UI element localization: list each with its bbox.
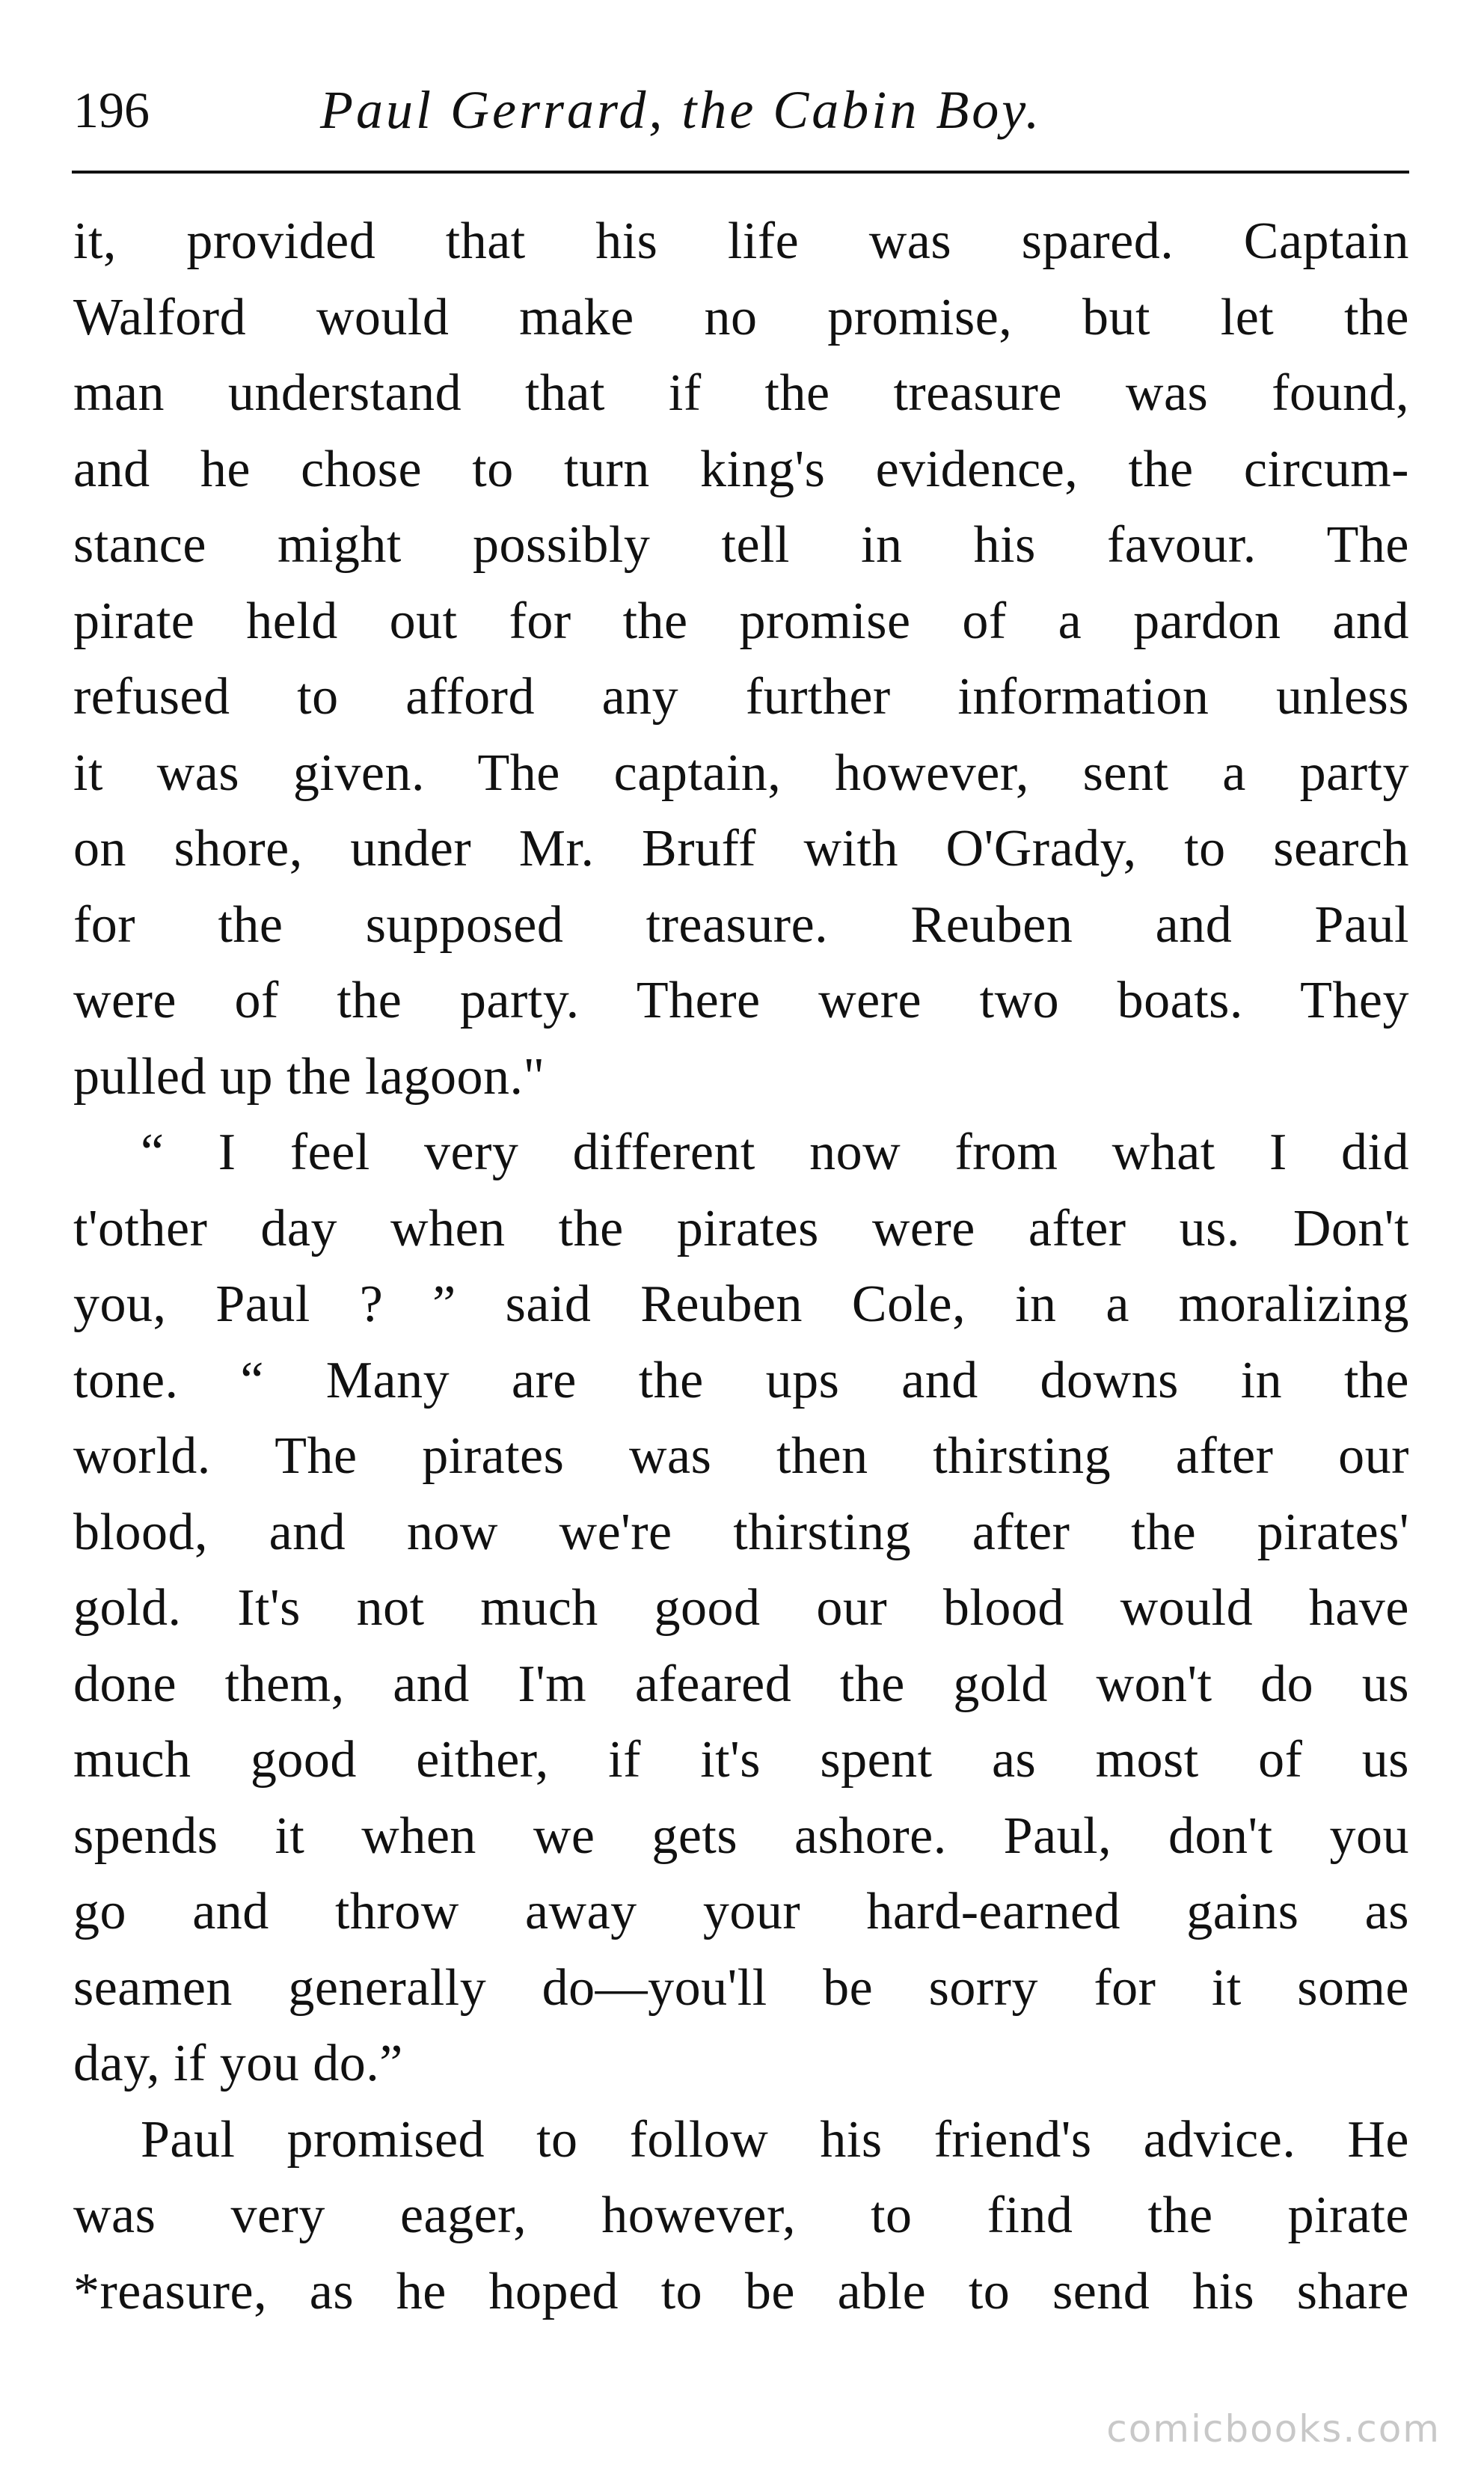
text-line: *reasure, as he hoped to be able to send his share: [73, 2262, 1409, 2320]
text-line: pulled up the lagoon.": [73, 1047, 545, 1106]
text-line: day, if you do.”: [73, 2035, 403, 2092]
page-number: 196: [73, 82, 150, 138]
text-line: on shore, under Mr. Bruff with O'Grady, to search: [73, 820, 1409, 877]
body-text: [73, 203, 1409, 2329]
header-rule: [72, 171, 1409, 174]
text-line: you, Paul ? ” said Reuben Cole, in a moralizing: [73, 1275, 1409, 1333]
text-line: much good either, if it's spent as most of us: [73, 1731, 1409, 1789]
text-line: “ I feel very different now from what I did: [141, 1124, 1409, 1181]
text-line: it was given. The captain, however, sent a party: [73, 744, 1409, 802]
text-line: world. The pirates was then thirsting after our: [73, 1427, 1409, 1485]
text-line: tone. “ Many are the ups and downs in the: [73, 1351, 1409, 1409]
text-line: refused to afford any further information unless: [73, 668, 1409, 726]
text-line: it, provided that his life was spared. Captain: [73, 212, 1409, 270]
text-line: go and throw away your hard-earned gains as: [73, 1883, 1409, 1940]
page-header: [73, 69, 1270, 151]
text-line: for the supposed treasure. Reuben and Paul: [73, 895, 1409, 954]
text-line: man understand that if the treasure was found,: [73, 364, 1409, 422]
text-line: done them, and I'm afeared the gold won't do us: [73, 1655, 1409, 1713]
text-line: t'other day when the pirates were after us. Don't: [73, 1199, 1409, 1257]
text-line: was very eager, however, to find the pirate: [73, 2187, 1409, 2244]
text-line: Walford would make no promise, but let the: [73, 288, 1409, 346]
text-line: spends it when we gets ashore. Paul, don't you: [73, 1807, 1409, 1865]
text-line: pirate held out for the promise of a pardon and: [73, 592, 1409, 650]
text-line: stance might possibly tell in his favour. The: [73, 516, 1409, 574]
text-line: gold. It's not much good our blood would have: [73, 1579, 1409, 1637]
text-line: seamen generally do—you'll be sorry for it some: [73, 1958, 1409, 2017]
text-line: were of the party. There were two boats. They: [73, 972, 1409, 1029]
watermark: comicbooks.com: [1106, 2407, 1441, 2451]
text-line: blood, and now we're thirsting after the pirates': [73, 1503, 1409, 1561]
text-line: Paul promised to follow his friend's advice. He: [141, 2110, 1409, 2169]
text-line: and he chose to turn king's evidence, the circum-: [73, 440, 1409, 498]
running-title: Paul Gerrard, the Cabin Boy.: [320, 80, 1043, 140]
